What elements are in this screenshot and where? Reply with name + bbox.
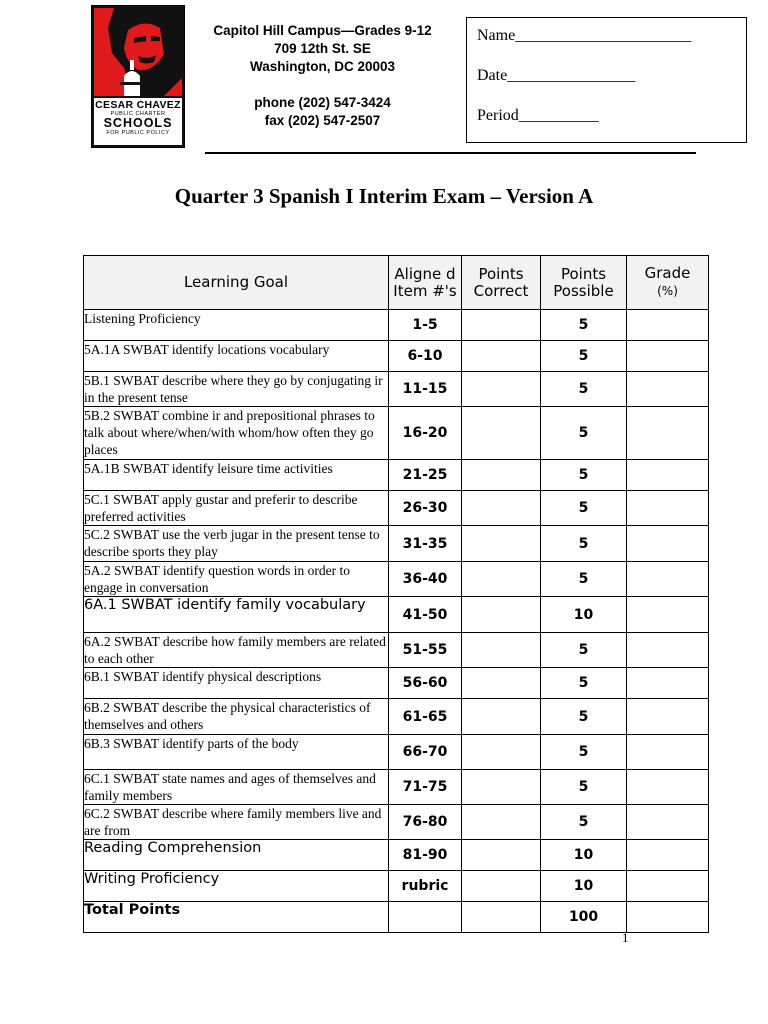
learning-goal-cell: 5A.1B SWBAT identify leisure time activities (84, 460, 389, 491)
table-row (84, 633, 709, 668)
points-possible-cell: 10 (541, 871, 627, 902)
grade-cell[interactable] (627, 562, 709, 597)
points-correct-cell[interactable] (462, 871, 541, 902)
table-row (84, 840, 709, 871)
city-line: Washington, DC 20003 (249, 59, 396, 74)
learning-goal-cell: Writing Proficiency (84, 871, 389, 902)
learning-goal-cell: 5B.2 SWBAT combine ir and prepositional phrases to talk about where/when/with whom/how often they go places (84, 407, 389, 460)
learning-goal-cell: 5C.2 SWBAT use the verb jugar in the present tense to describe sports they play (84, 526, 389, 562)
aligned-items-cell: 66-70 (389, 735, 462, 770)
points-correct-cell[interactable] (462, 562, 541, 597)
table-row (84, 597, 709, 633)
table-row (84, 491, 709, 526)
learning-goal-cell: 6B.3 SWBAT identify parts of the body (84, 735, 389, 770)
points-correct-cell[interactable] (462, 735, 541, 770)
points-correct-cell[interactable] (462, 526, 541, 562)
exam-title: Quarter 3 Spanish I Interim Exam – Version A (174, 184, 594, 208)
learning-goal-cell: 6B.1 SWBAT identify physical descriptions (84, 668, 389, 699)
aligned-items-cell: 36-40 (389, 562, 462, 597)
table-row (84, 526, 709, 562)
points-possible-cell: 5 (541, 668, 627, 699)
logo-portrait-image (94, 8, 182, 96)
points-correct-cell[interactable] (462, 805, 541, 840)
grade-cell[interactable] (627, 407, 709, 460)
grade-cell[interactable] (627, 902, 709, 933)
points-possible-cell: 5 (541, 735, 627, 770)
points-correct-cell[interactable] (462, 597, 541, 633)
points-possible-cell: 5 (541, 460, 627, 491)
points-correct-cell[interactable] (462, 460, 541, 491)
aligned-items-cell: 1-5 (389, 310, 462, 341)
points-possible-cell: 5 (541, 526, 627, 562)
header-points-possible: Points Possible (541, 256, 627, 310)
header-grade-unit: (%) (657, 284, 678, 298)
aligned-items-cell: 26-30 (389, 491, 462, 526)
points-possible-cell: 5 (541, 407, 627, 460)
grade-cell[interactable] (627, 597, 709, 633)
grade-cell[interactable] (627, 770, 709, 805)
period-field[interactable]: Period__________ (477, 107, 599, 124)
points-correct-cell[interactable] (462, 840, 541, 871)
table-row (84, 460, 709, 491)
learning-goal-cell: 5B.1 SWBAT describe where they go by conjugating ir in the present tense (84, 372, 389, 407)
date-field[interactable]: Date________________ (477, 67, 636, 84)
grade-cell[interactable] (627, 526, 709, 562)
grade-cell[interactable] (627, 871, 709, 902)
grade-cell[interactable] (627, 372, 709, 407)
learning-goal-cell: 6A.1 SWBAT identify family vocabulary (84, 597, 389, 633)
points-possible-cell: 10 (541, 597, 627, 633)
points-correct-cell[interactable] (462, 770, 541, 805)
header-aligned-items: Aligne d Item #'s (389, 256, 462, 310)
learning-goal-cell: 5C.1 SWBAT apply gustar and preferir to describe preferred activities (84, 491, 389, 526)
logo-line-3: SCHOOLS (103, 116, 173, 130)
points-correct-cell[interactable] (462, 699, 541, 735)
learning-goal-cell: 5A.2 SWBAT identify question words in order to engage in conversation (84, 562, 389, 597)
header-grade (627, 256, 709, 310)
aligned-items-cell (389, 902, 462, 933)
aligned-items-cell: 16-20 (389, 407, 462, 460)
points-correct-cell[interactable] (462, 633, 541, 668)
learning-goal-cell: Reading Comprehension (84, 840, 389, 871)
grade-cell[interactable] (627, 341, 709, 372)
points-possible-cell: 5 (541, 562, 627, 597)
name-field[interactable]: Name______________________ (477, 27, 692, 44)
grade-cell[interactable] (627, 805, 709, 840)
logo-line-4: FOR PUBLIC POLICY (106, 130, 170, 136)
aligned-items-cell: 21-25 (389, 460, 462, 491)
points-correct-cell[interactable] (462, 491, 541, 526)
aligned-items-cell: 11-15 (389, 372, 462, 407)
points-correct-cell[interactable] (462, 902, 541, 933)
points-possible-cell: 5 (541, 372, 627, 407)
campus-line: Capitol Hill Campus—Grades 9-12 (213, 23, 432, 38)
grade-cell[interactable] (627, 460, 709, 491)
table-row (84, 668, 709, 699)
learning-goal-cell: Total Points (84, 902, 389, 933)
fax-line: fax (202) 547-2507 (264, 113, 381, 128)
table-row (84, 562, 709, 597)
points-possible-cell: 5 (541, 770, 627, 805)
points-possible-cell: 5 (541, 310, 627, 341)
table-header-row (84, 256, 709, 310)
points-correct-cell[interactable] (462, 668, 541, 699)
header-points-correct: Points Correct (462, 256, 541, 310)
points-correct-cell[interactable] (462, 341, 541, 372)
points-correct-cell[interactable] (462, 372, 541, 407)
grade-cell[interactable] (627, 840, 709, 871)
points-correct-cell[interactable] (462, 310, 541, 341)
aligned-items-cell: 6-10 (389, 341, 462, 372)
aligned-items-cell: 71-75 (389, 770, 462, 805)
table-row (84, 341, 709, 372)
aligned-items-cell: 61-65 (389, 699, 462, 735)
learning-goal-cell: 6B.2 SWBAT describe the physical characteristics of themselves and others (84, 699, 389, 735)
student-info-box (466, 17, 747, 143)
aligned-items-cell: rubric (389, 871, 462, 902)
table-row (84, 902, 709, 933)
points-possible-cell: 5 (541, 805, 627, 840)
learning-goal-cell: 6C.1 SWBAT state names and ages of themselves and family members (84, 770, 389, 805)
page-number: 1 (622, 930, 629, 945)
logo-text (94, 98, 182, 145)
grade-cell[interactable] (627, 735, 709, 770)
aligned-items-cell: 41-50 (389, 597, 462, 633)
header-grade-label: Grade (644, 264, 691, 282)
points-correct-cell[interactable] (462, 407, 541, 460)
street-line: 709 12th St. SE (274, 41, 371, 56)
table-row (84, 407, 709, 460)
table-row (84, 871, 709, 902)
school-logo (91, 5, 185, 148)
header-divider (205, 152, 696, 154)
phone-line: phone (202) 547-3424 (254, 95, 391, 110)
school-address (190, 22, 455, 130)
header-learning-goal: Learning Goal (84, 256, 389, 310)
table-row (84, 699, 709, 735)
aligned-items-cell: 31-35 (389, 526, 462, 562)
aligned-items-cell: 81-90 (389, 840, 462, 871)
table-row (84, 735, 709, 770)
table-row (84, 770, 709, 805)
learning-goal-cell: 6C.2 SWBAT describe where family members live and are from (84, 805, 389, 840)
points-possible-cell: 5 (541, 699, 627, 735)
logo-line-1: CESAR CHAVEZ (95, 99, 181, 111)
learning-goal-cell: 6A.2 SWBAT describe how family members are related to each other (84, 633, 389, 668)
points-possible-cell: 10 (541, 840, 627, 871)
grade-cell[interactable] (627, 310, 709, 341)
learning-goal-cell: Listening Proficiency (84, 310, 389, 341)
logo-line-2: PUBLIC CHARTER (110, 111, 166, 117)
table-row (84, 372, 709, 407)
aligned-items-cell: 76-80 (389, 805, 462, 840)
grade-cell[interactable] (627, 491, 709, 526)
points-possible-cell: 100 (541, 902, 627, 933)
points-possible-cell: 5 (541, 341, 627, 372)
learning-goal-cell: 5A.1A SWBAT identify locations vocabulary (84, 341, 389, 372)
grade-cell[interactable] (627, 633, 709, 668)
points-possible-cell: 5 (541, 491, 627, 526)
aligned-items-cell: 56-60 (389, 668, 462, 699)
learning-goals-table (83, 255, 709, 933)
aligned-items-cell: 51-55 (389, 633, 462, 668)
grade-cell[interactable] (627, 699, 709, 735)
points-possible-cell: 5 (541, 633, 627, 668)
table-row (84, 310, 709, 341)
table-row (84, 805, 709, 840)
grade-cell[interactable] (627, 668, 709, 699)
